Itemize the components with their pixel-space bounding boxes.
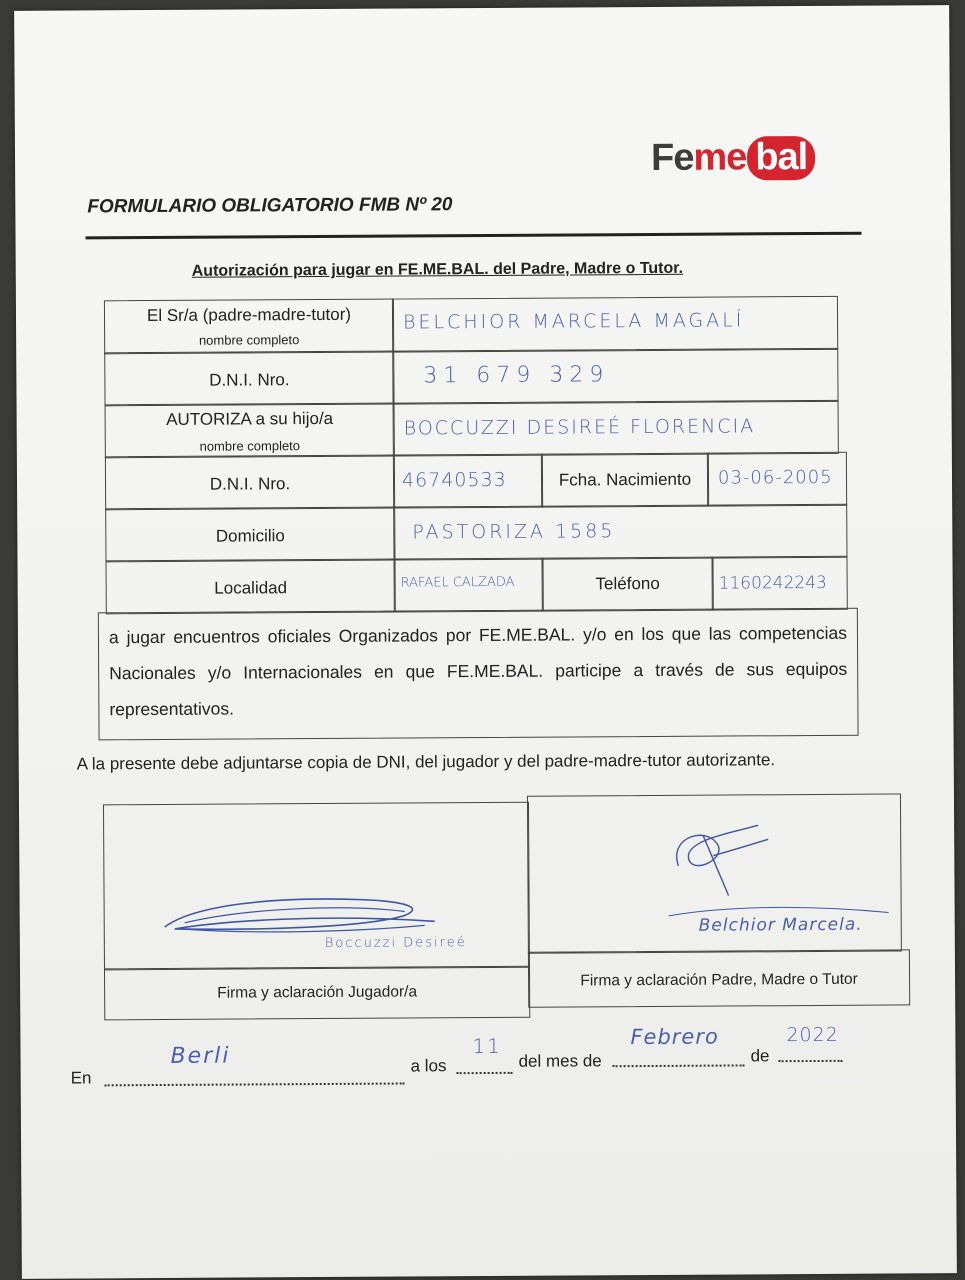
- player-signature-box[interactable]: [103, 802, 530, 971]
- dom-value: PASTORIZA 1585: [412, 520, 616, 544]
- tutor-label-cell: [104, 299, 394, 355]
- hijo-sublabel: nombre completo: [199, 438, 301, 454]
- dom-label-cell: [105, 507, 395, 563]
- tutor-name-value: BELCHIOR MARCELA MAGALÍ: [402, 309, 745, 334]
- dom-label: Domicilio: [215, 526, 285, 546]
- place-field[interactable]: [105, 1067, 405, 1087]
- tel-label-cell: [541, 557, 713, 612]
- loc-label: Localidad: [214, 578, 288, 598]
- loc-label-cell: [105, 559, 395, 615]
- form-title: FORMULARIO OBLIGATORIO FMB Nº 20: [87, 194, 453, 218]
- dni1-value-cell[interactable]: [392, 348, 838, 405]
- player-caption-cell: [104, 966, 530, 1021]
- nac-value-cell[interactable]: [707, 452, 847, 507]
- authorization-text-cell: [98, 608, 859, 741]
- tutor-caption-cell: [528, 949, 910, 1007]
- hijo-name-value: BOCCUZZI DESIREÉ FLORENCIA: [403, 415, 756, 440]
- month-field[interactable]: [612, 1048, 744, 1067]
- femebal-logo: Feme bal: [651, 136, 815, 180]
- tutor-signature-box[interactable]: [527, 793, 902, 953]
- tel-value: 1160242243: [718, 572, 827, 594]
- dni2-value: 46740533: [401, 468, 507, 492]
- dom-value-cell[interactable]: [393, 504, 847, 561]
- day-field[interactable]: [457, 1056, 513, 1074]
- day-value: 11: [472, 1033, 502, 1059]
- dni2-value-cell[interactable]: [393, 454, 543, 509]
- hijo-label-cell: [105, 403, 395, 459]
- year-field[interactable]: [778, 1044, 842, 1062]
- hijo-value-cell[interactable]: [393, 400, 839, 457]
- nac-label-cell: [541, 453, 709, 508]
- dni1-label: D.N.I. Nro.: [209, 370, 290, 390]
- year-value: 2022: [786, 1023, 839, 1047]
- tutor-signature-name: Belchior Marcela.: [698, 914, 863, 936]
- dni2-label: D.N.I. Nro.: [209, 474, 291, 494]
- place-value: Berli: [170, 1043, 231, 1069]
- title-divider: [86, 232, 862, 240]
- month-value: Febrero: [630, 1024, 719, 1050]
- loc-value-cell[interactable]: [393, 558, 543, 613]
- form-paper: [14, 5, 957, 1279]
- form-subtitle: Autorización para jugar en FE.ME.BAL. del Padre, Madre o Tutor.: [191, 259, 684, 280]
- authorization-paragraph: a jugar encuentros oficiales Organizados por FE.ME.BAL. y/o en los que las competencias Nacionales y/o Internacionales en que FE.ME.BAL. participe a través de sus equipos representativos.: [108, 622, 848, 720]
- player-signature-caption: Firma y aclaración Jugador/a: [217, 983, 418, 1002]
- tutor-label: El Sr/a (padre-madre-tutor): [146, 304, 352, 326]
- footer-en-label: En: [70, 1068, 92, 1088]
- hijo-label: AUTORIZA a su hijo/a: [166, 408, 334, 429]
- dni1-value: 31 679 329: [423, 362, 610, 389]
- attachment-note: A la presente debe adjuntarse copia de DNI, del jugador y del padre-madre-tutor autorizante.: [76, 750, 776, 774]
- player-signature-name: Boccuzzi Desireé: [324, 935, 467, 951]
- nac-label: Fcha. Nacimiento: [558, 469, 692, 490]
- dni2-label-cell: [105, 455, 395, 511]
- tel-label: Teléfono: [595, 573, 660, 594]
- footer-a-los-label: a los: [410, 1056, 447, 1076]
- tutor-sublabel: nombre completo: [198, 332, 300, 348]
- nac-value: 03-06-2005: [717, 466, 833, 489]
- footer-del-mes-label: del mes de: [518, 1051, 602, 1071]
- loc-value: RAFAEL CALZADA: [400, 574, 515, 591]
- tutor-value-cell[interactable]: [392, 296, 838, 353]
- tel-value-cell[interactable]: [711, 556, 847, 611]
- dni1-label-cell: [104, 351, 394, 407]
- footer-de-label: de: [750, 1046, 770, 1066]
- tutor-signature-caption: Firma y aclaración Padre, Madre o Tutor: [580, 970, 858, 990]
